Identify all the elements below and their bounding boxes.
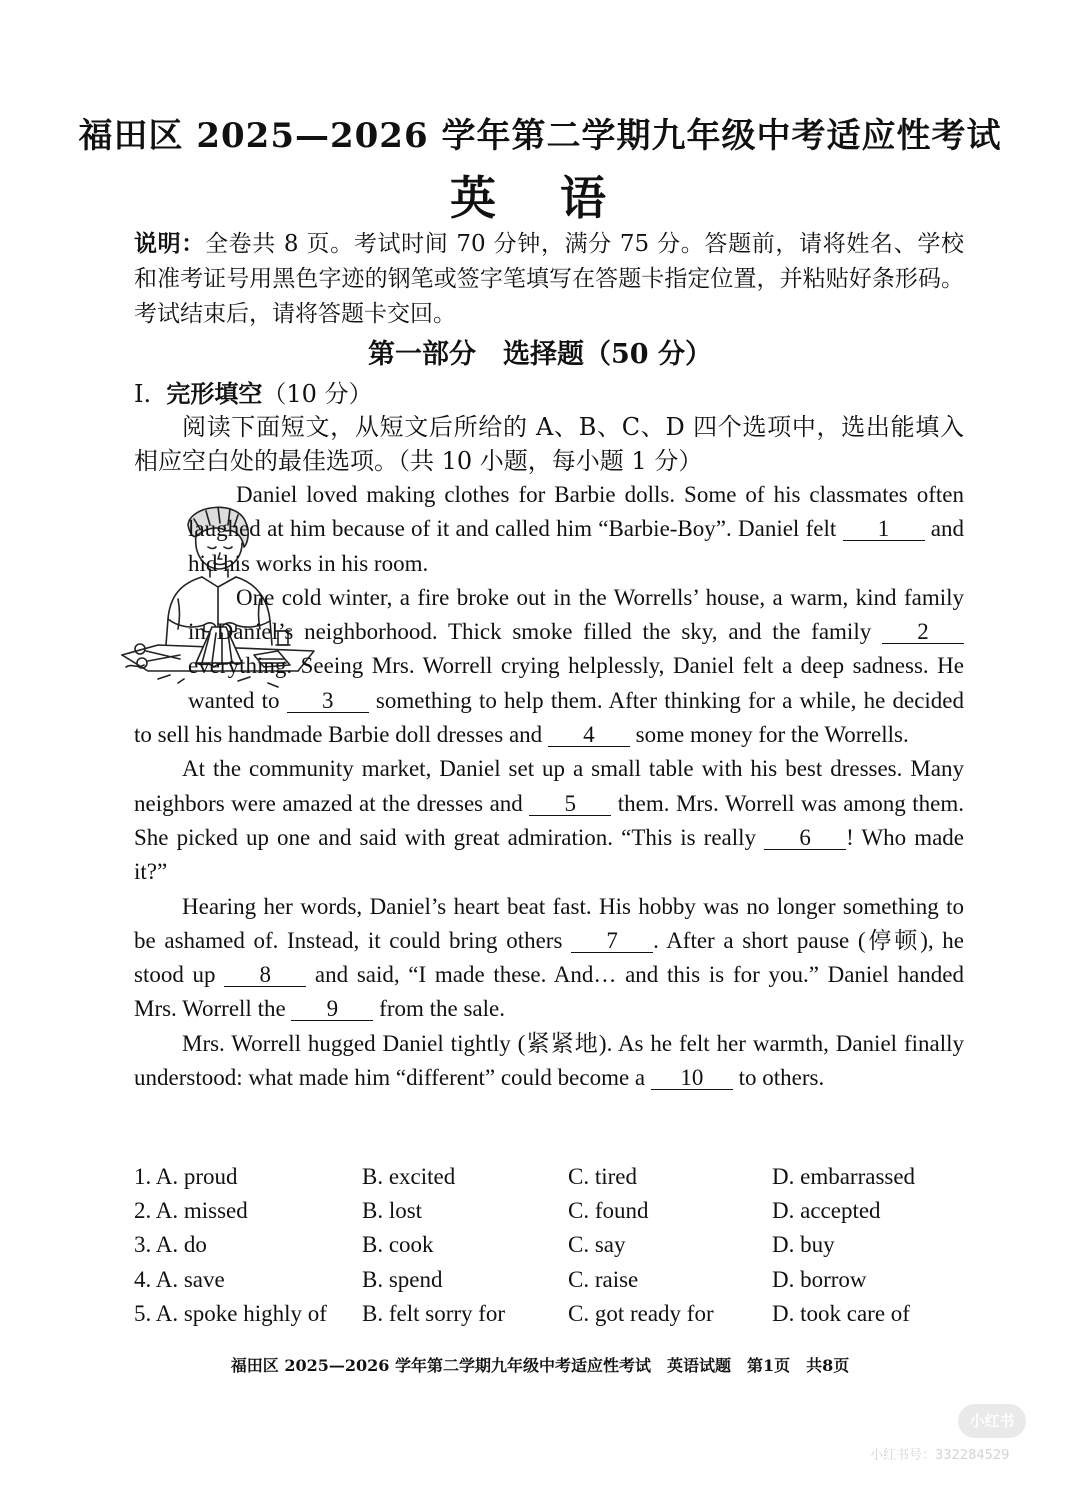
page-footer: 福田区 2025—2026 学年第二学期九年级中考适应性考试 英语试题 第1页 共8页 — [230, 1356, 850, 1375]
p1-text-b: and hid his works in his room. — [188, 516, 964, 576]
exam-instructions — [134, 226, 964, 332]
option-item: B. excited — [362, 1164, 456, 1189]
section-directions: 阅读下面短文，从短文后所给的 A、B、C、D 四个选项中，选出能填入相应空白处的最佳选项。（共 10 小题，每小题 1 分） — [134, 413, 964, 475]
blank-2: 2 — [882, 621, 964, 644]
answer-options — [134, 1164, 964, 1335]
instructions-lead: 说明： — [134, 230, 205, 257]
section-number: I. — [134, 380, 152, 408]
p1-text-a: Daniel loved making clothes for Barbie dolls. Some of his classmates often laughed at him because of it and called him “Barbie-Boy”. Daniel felt — [188, 482, 964, 542]
p3-text-b: them. Mrs. Worrell was among them. She picked up one and said with great admiration. “This is really — [134, 790, 965, 850]
option-item: D. embarrassed — [772, 1164, 916, 1189]
section-points: （10 分） — [262, 380, 373, 408]
option-item: D. accepted — [772, 1198, 881, 1224]
blank-10: 10 — [651, 1067, 733, 1090]
option-item: C. got ready for — [568, 1300, 714, 1326]
option-item: B. cook — [362, 1232, 434, 1258]
cloze-passage — [134, 478, 964, 1095]
paragraph-5 — [134, 1027, 964, 1096]
p2-text-b: everything. Seeing Mrs. Worrell crying helplessly, Daniel felt a deep sadness. He wanted to — [188, 653, 964, 713]
paragraph-2 — [134, 581, 964, 752]
option-item: 1. A. proud — [134, 1164, 238, 1189]
p4-text-d: from the sale. — [373, 996, 505, 1022]
option-item: D. borrow — [772, 1266, 867, 1292]
watermark-id: 小红书号：332284529 — [870, 1448, 1010, 1463]
subject-title: 英 语 — [449, 171, 630, 225]
p5-text-b: to others. — [732, 1065, 825, 1091]
p2-text-c: something to help them. After thinking for a while, he decided to sell his handmade Barbie doll dresses and — [134, 687, 964, 748]
paragraph-3 — [134, 752, 964, 889]
watermark-logo: 小红书 — [958, 1404, 1026, 1438]
option-item: B. felt sorry for — [362, 1300, 506, 1326]
p5-text-a: Mrs. Worrell hugged Daniel tightly (紧紧地). As he felt her warmth, Daniel finally understood: what made him “different” could become a — [134, 1030, 964, 1091]
option-item: D. took care of — [772, 1300, 910, 1326]
blank-1: 1 — [843, 518, 925, 541]
section-name: 完形填空 — [166, 379, 263, 408]
options-row — [134, 1164, 964, 1198]
options-row — [134, 1301, 964, 1335]
option-item: C. tired — [568, 1164, 637, 1189]
blank-5: 5 — [529, 793, 611, 816]
p2-text-a: One cold winter, a fire broke out in the Worrells’ house, a warm, kind family in Daniel’s neighborhood. Thick smoke filled the sky, and the family — [188, 584, 964, 645]
option-item: B. spend — [362, 1266, 443, 1292]
p2-text-d: some money for the Worrells. — [629, 722, 909, 748]
p4-text-b: . After a short pause (停顿), he stood up — [134, 927, 964, 988]
blank-4: 4 — [548, 724, 630, 747]
option-item: 3. A. do — [134, 1232, 207, 1258]
p3-text-c: ! Who made it?” — [134, 824, 965, 885]
paragraph-1 — [134, 478, 964, 581]
instructions-text: 全卷共 8 页。考试时间 70 分钟，满分 75 分。答题前，请将姓名、学校和准考证号用黑色字迹的钢笔或签字笔填写在答题卡指定位置，并粘贴好条形码。考试结束后，请将答题卡交回。 — [134, 231, 964, 327]
option-item: B. lost — [362, 1198, 423, 1224]
option-item: C. found — [568, 1198, 649, 1224]
paragraph-4 — [134, 890, 964, 1027]
part-title: 第一部分 选择题（50 分） — [368, 339, 712, 370]
blank-8: 8 — [224, 964, 306, 987]
exam-title: 福田区 2025—2026 学年第二学期九年级中考适应性考试 — [78, 116, 1002, 156]
p4-text-c: and said, “I made these. And… and this is for you.” Daniel handed Mrs. Worrell the — [134, 962, 965, 1022]
blank-9: 9 — [291, 998, 373, 1021]
p3-text-a: At the community market, Daniel set up a small table with his best dresses. Many neighbors were amazed at the dresses and — [134, 756, 964, 816]
option-item: 4. A. save — [134, 1266, 225, 1292]
blank-6: 6 — [764, 827, 846, 850]
options-row — [134, 1267, 964, 1301]
illustration-space — [0, 478, 188, 700]
option-item: D. buy — [772, 1232, 835, 1258]
option-item: C. say — [568, 1232, 626, 1258]
blank-7: 7 — [571, 930, 653, 953]
options-row — [134, 1232, 964, 1266]
option-item: 5. A. spoke highly of — [134, 1300, 327, 1326]
option-item: C. raise — [568, 1266, 639, 1292]
section-heading — [134, 374, 373, 409]
option-item: 2. A. missed — [134, 1198, 248, 1224]
p4-text-a: Hearing her words, Daniel’s heart beat fast. His hobby was no longer something to be ashamed of. Instead, it could bring others — [134, 893, 964, 953]
blank-3: 3 — [287, 690, 369, 713]
options-row — [134, 1198, 964, 1232]
